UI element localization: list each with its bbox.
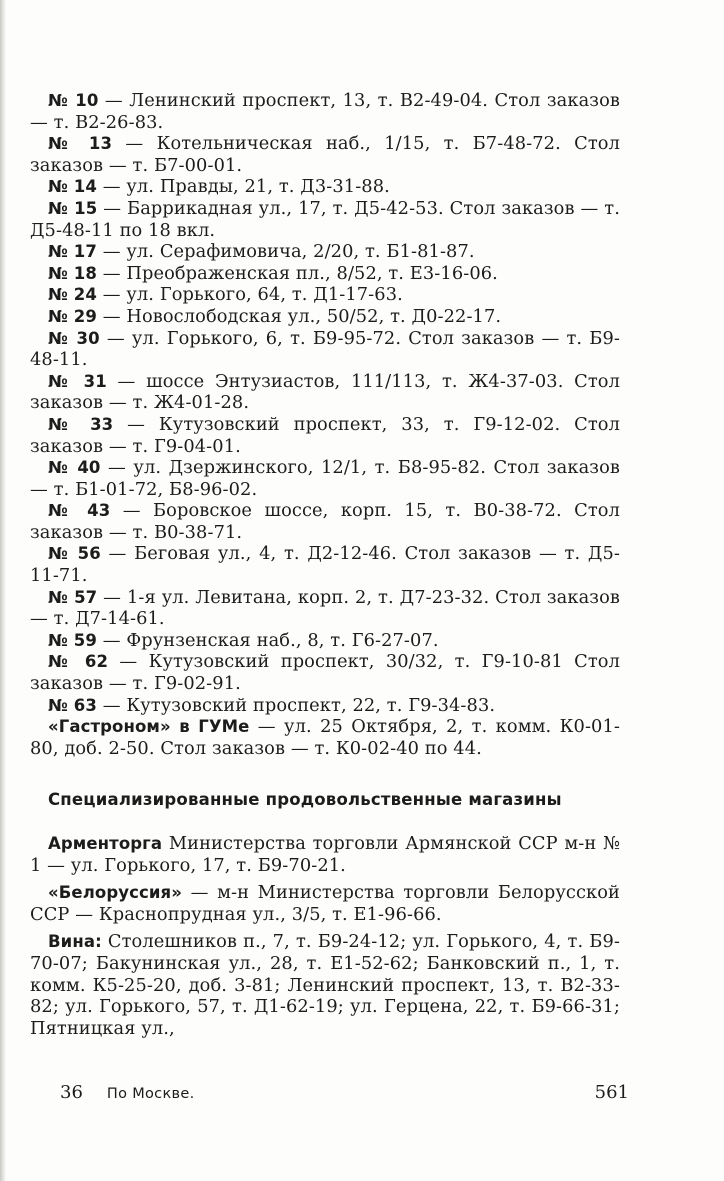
store-details: Министерства торговли Армянской ССР м-н № 1 — ул. Горького, 17, т. Б9-70-21.	[30, 833, 620, 876]
store-details: — ул. Дзержинского, 12/1, т. Б8-95-82. Стол заказов — т. Б1-01-72, Б8-96-02.	[30, 457, 620, 500]
store-number: № 33	[48, 414, 114, 434]
special-store-wines	[30, 931, 620, 1039]
store-details: — Котельническая наб., 1/15, т. Б7-48-72. Стол заказов — т. Б7-00-01.	[30, 133, 620, 176]
store-entry-40	[30, 457, 620, 500]
store-entry-56	[30, 543, 620, 586]
store-entry-14	[30, 176, 620, 198]
store-number: № 18	[48, 263, 97, 283]
store-entry-62	[30, 651, 620, 694]
store-details: — Баррикадная ул., 17, т. Д5-42-53. Стол заказов — т. Д5-48-11 по 18 вкл.	[30, 197, 620, 241]
page-edge-shadow	[0, 0, 6, 1181]
store-name: Арменторга	[48, 834, 163, 853]
store-number: № 30	[48, 328, 100, 348]
store-entry-57	[30, 587, 620, 630]
store-entry-15	[30, 198, 620, 241]
store-details: — шоссе Энтузиастов, 111/113, т. Ж4-37-03. Стол заказов — т. Ж4-01-28.	[30, 370, 620, 414]
store-entry-43	[30, 500, 620, 543]
special-store-belorussia	[30, 882, 620, 925]
store-number: № 15	[48, 198, 98, 218]
store-entry-17	[30, 241, 620, 263]
store-details: — ул. Горького, 6, т. Б9-95-72. Стол заказов — т. Б9-48-11.	[30, 327, 620, 371]
store-name: «Белоруссия»	[48, 883, 182, 903]
store-details: — ул. Правды, 21, т. Д3-31-88.	[96, 176, 390, 198]
store-entry-31	[30, 371, 620, 414]
store-details: — Кутузовский проспект, 22, т. Г9-34-83.	[96, 694, 496, 716]
store-details: — 1-я ул. Левитана, корп. 2, т. Д7-23-32. Стол заказов — т. Д7-14-61.	[30, 586, 620, 630]
store-details: — ул. Горького, 64, т. Д1-17-63.	[96, 284, 403, 306]
sheet-number: 36	[60, 1082, 83, 1103]
store-details: — Кутузовский проспект, 30/32, т. Г9-10-81 Стол заказов — т. Г9-02-91.	[30, 651, 620, 695]
store-number: № 24	[48, 285, 97, 305]
store-number: № 31	[48, 371, 107, 391]
store-entry-13	[30, 133, 620, 176]
page-footer	[60, 1082, 629, 1103]
store-number: № 62	[48, 652, 109, 672]
store-entry-30	[30, 328, 620, 371]
store-details: — Фрунзенская наб., 8, т. Г6-27-07.	[96, 629, 439, 651]
store-number: № 10	[48, 91, 99, 110]
store-number: № 56	[48, 544, 101, 564]
special-store-armentorg	[30, 833, 620, 876]
store-number: № 17	[48, 242, 97, 262]
store-entry-18	[30, 263, 620, 285]
section-heading: Специализированные продовольственные магазины	[48, 790, 562, 810]
store-details: Столешников п., 7, т. Б9-24-12; ул. Горького, 4, т. Б9-70-07; Бакунинская ул., 28, т. Е1-52-62; Банковский п., 1, т. комм. К5-25-20, доб. 3-81; Ленинский проспект, 13, т. В2-33-82; ул. Горького, 57, т. Д1-62-19; ул. Герцена, 22, т. Б9-66-31; Пятницкая ул.,	[30, 931, 620, 1039]
store-name: Вина:	[48, 932, 102, 952]
store-details: — Беговая ул., 4, т. Д2-12-46. Стол заказов — т. Д5-11-71.	[30, 543, 620, 587]
store-entry-29	[30, 306, 620, 328]
store-number: № 43	[48, 501, 111, 521]
store-entry-33	[30, 414, 620, 457]
text-column	[30, 90, 620, 1039]
store-number: «Гастроном» в ГУМе	[48, 717, 250, 737]
store-details: — Ленинский проспект, 13, т. В2-49-04. Стол заказов — т. В2-26-83.	[30, 90, 620, 133]
store-details: — Новослободская ул., 50/52, т. Д0-22-17.	[96, 305, 502, 327]
store-details: — ул. 25 Октября, 2, т. комм. К0-01-80, доб. 2-50. Стол заказов — т. К0-02-40 по 44.	[30, 716, 620, 759]
store-entry-63	[30, 695, 620, 717]
store-number: № 13	[48, 134, 113, 154]
store-entry-10	[30, 90, 620, 133]
page-number: 561	[594, 1082, 629, 1103]
store-entry-59	[30, 630, 620, 652]
store-details: — Преображенская пл., 8/52, т. Е3-16-06.	[96, 262, 498, 284]
store-details: — м-н Министерства торговли Белорусской ССР — Краснопрудная ул., 3/5, т. Е1-96-66.	[30, 882, 620, 925]
store-details: — Кутузовский проспект, 33, т. Г9-12-02. Стол заказов — т. Г9-04-01.	[30, 413, 620, 457]
store-number: № 14	[48, 177, 97, 197]
store-number: № 63	[48, 695, 97, 715]
store-number: № 40	[48, 458, 101, 478]
store-details: — Боровское шоссе, корп. 15, т. В0-38-72. Стол заказов — т. В0-38-71.	[30, 500, 620, 543]
store-entry-gum	[30, 716, 620, 759]
store-number: № 59	[48, 630, 97, 650]
footer-signature: По Москве.	[106, 1086, 195, 1102]
store-entry-24	[30, 284, 620, 306]
store-number: № 57	[48, 587, 98, 607]
store-number: № 29	[48, 306, 97, 326]
store-details: — ул. Серафимовича, 2/20, т. Б1-81-87.	[96, 241, 475, 263]
